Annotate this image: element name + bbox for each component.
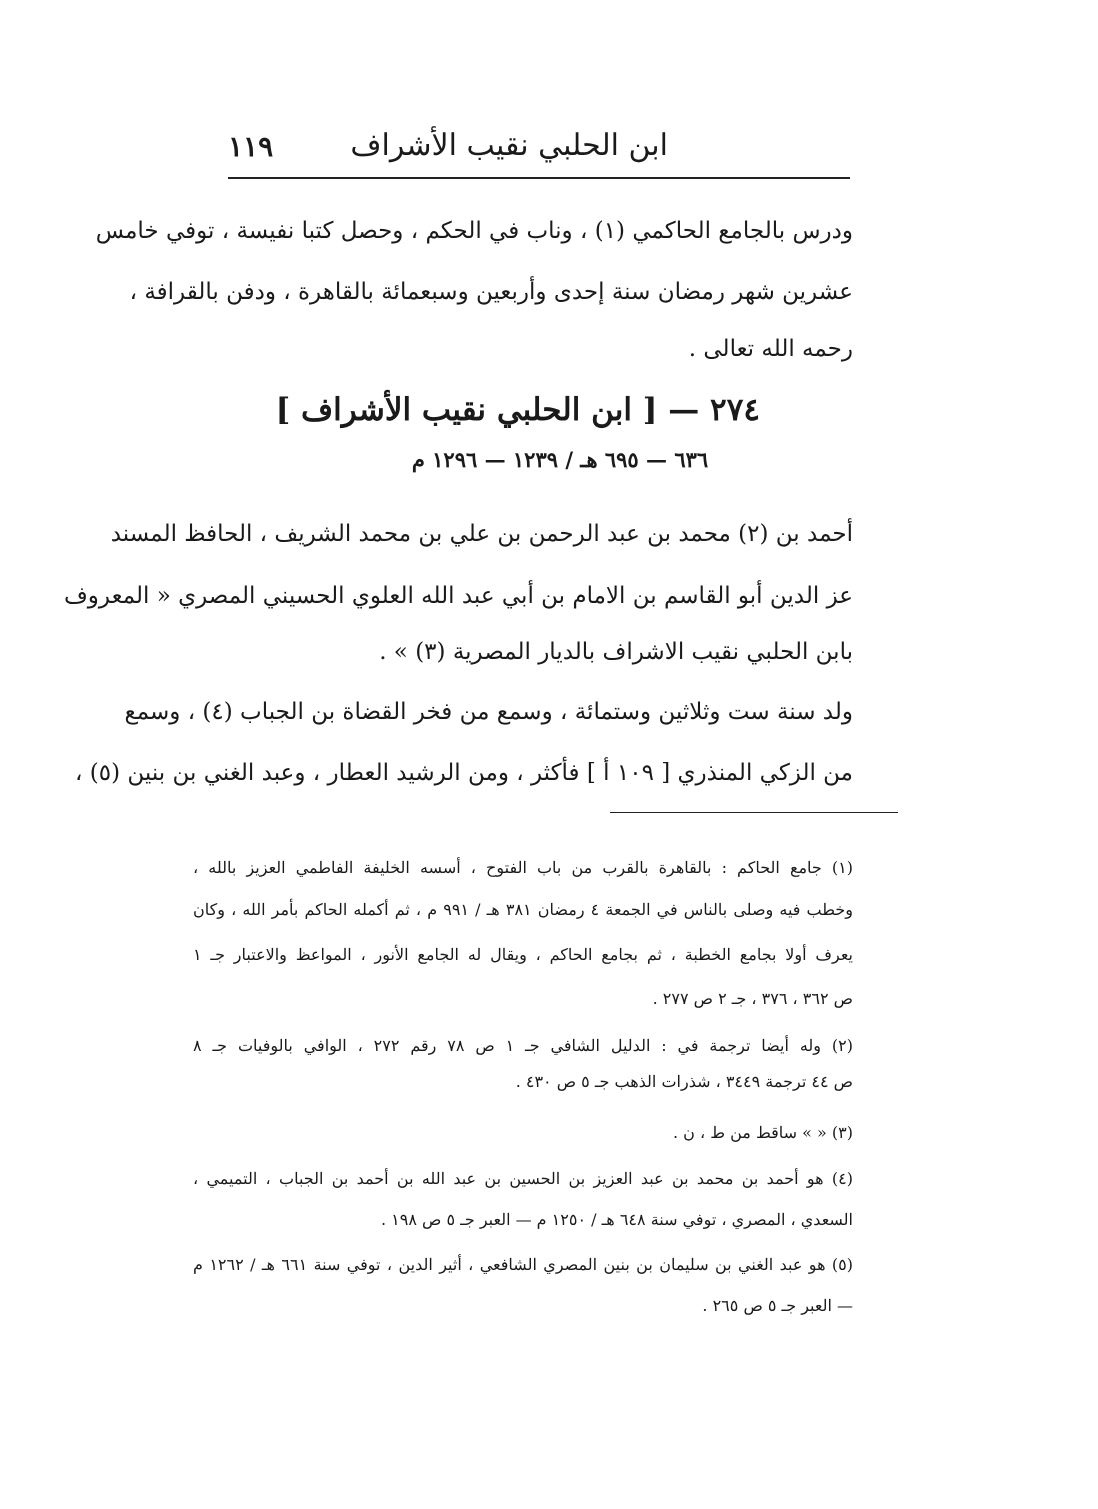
footnote-line: يعرف أولا بجامع الخطبة ، ثم بجامع الحاكم ، ويقال له الجامع الأنور ، المواعظ والاعتبار جـ ١ [193, 945, 854, 964]
footnote-line: (٣) « » ساقط من ط ، ن . [672, 1123, 853, 1142]
running-title: ابن الحلبي نقيب الأشراف [350, 128, 668, 163]
footnote-line: (٤) هو أحمد بن محمد بن عبد العزيز بن الحسين بن عبد الله بن أحمد بن الجباب ، التميمي ، [193, 1169, 854, 1188]
body-line: ودرس بالجامع الحاكمي (١) ، وناب في الحكم ، وحصل كتبا نفيسة ، توفي خامس [95, 218, 853, 244]
body-line: من الزكي المنذري [ ١٠٩ أ ] فأكثر ، ومن الرشيد العطار ، وعبد الغني بن بنين (٥) ، [75, 760, 853, 786]
footnote-line: (١) جامع الحاكم : بالقاهرة بالقرب من باب الفتوح ، أسسه الخليفة الفاطمي العزيز بالله ، [193, 858, 853, 877]
footnote-line: ص ٤٤ ترجمة ٣٤٤٩ ، شذرات الذهب جـ ٥ ص ٤٣٠ . [515, 1072, 853, 1091]
body-line: أحمد بن (٢) محمد بن عبد الرحمن بن علي بن محمد الشريف ، الحافظ المسند [110, 521, 853, 547]
footnote-line: وخطب فيه وصلى بالناس في الجمعة ٤ رمضان ٣٨١ هـ / ٩٩١ م ، ثم أكمله الحاكم بأمر الله ، وكان [193, 900, 854, 919]
footnote-line: ص ٣٦٢ ، ٣٧٦ ، جـ ٢ ص ٢٧٧ . [652, 989, 853, 1008]
footnote-divider [610, 812, 898, 813]
header-divider [228, 177, 850, 179]
body-line: ولد سنة ست وثلاثين وستمائة ، وسمع من فخر القضاة بن الجباب (٤) ، وسمع [124, 699, 853, 725]
page-number: ١١٩ [228, 130, 274, 163]
entry-title: ٢٧٤ — [ ابن الحلبي نقيب الأشراف ] [275, 392, 760, 428]
body-line: بابن الحلبي نقيب الاشراف بالديار المصرية (٣) » . [379, 639, 853, 665]
footnote-line: — العبر جـ ٥ ص ٢٦٥ . [702, 1296, 853, 1315]
body-line: عشرين شهر رمضان سنة إحدى وأربعين وسبعمائة بالقاهرة ، ودفن بالقرافة ، [129, 279, 853, 305]
running-header [228, 124, 848, 172]
footnote-line: (٢) وله أيضا ترجمة في : الدليل الشافي جـ ١ ص ٧٨ رقم ٢٧٢ ، الوافي بالوفيات جـ ٨ [193, 1036, 853, 1055]
entry-dates: ٦٣٦ — ٦٩٥ هـ / ١٢٣٩ — ١٢٩٦ م [411, 447, 709, 472]
body-line: عز الدين أبو القاسم بن الامام بن أبي عبد الله العلوي الحسيني المصري « المعروف [63, 583, 853, 609]
footnote-line: (٥) هو عبد الغني بن سليمان بن بنين المصري الشافعي ، أثير الدين ، توفي سنة ٦٦١ هـ / ١٢٦٢ م [193, 1255, 853, 1274]
footnote-line: السعدي ، المصري ، توفي سنة ٦٤٨ هـ / ١٢٥٠ م — العبر جـ ٥ ص ١٩٨ . [381, 1210, 853, 1229]
body-line: رحمه الله تعالى . [688, 336, 853, 362]
